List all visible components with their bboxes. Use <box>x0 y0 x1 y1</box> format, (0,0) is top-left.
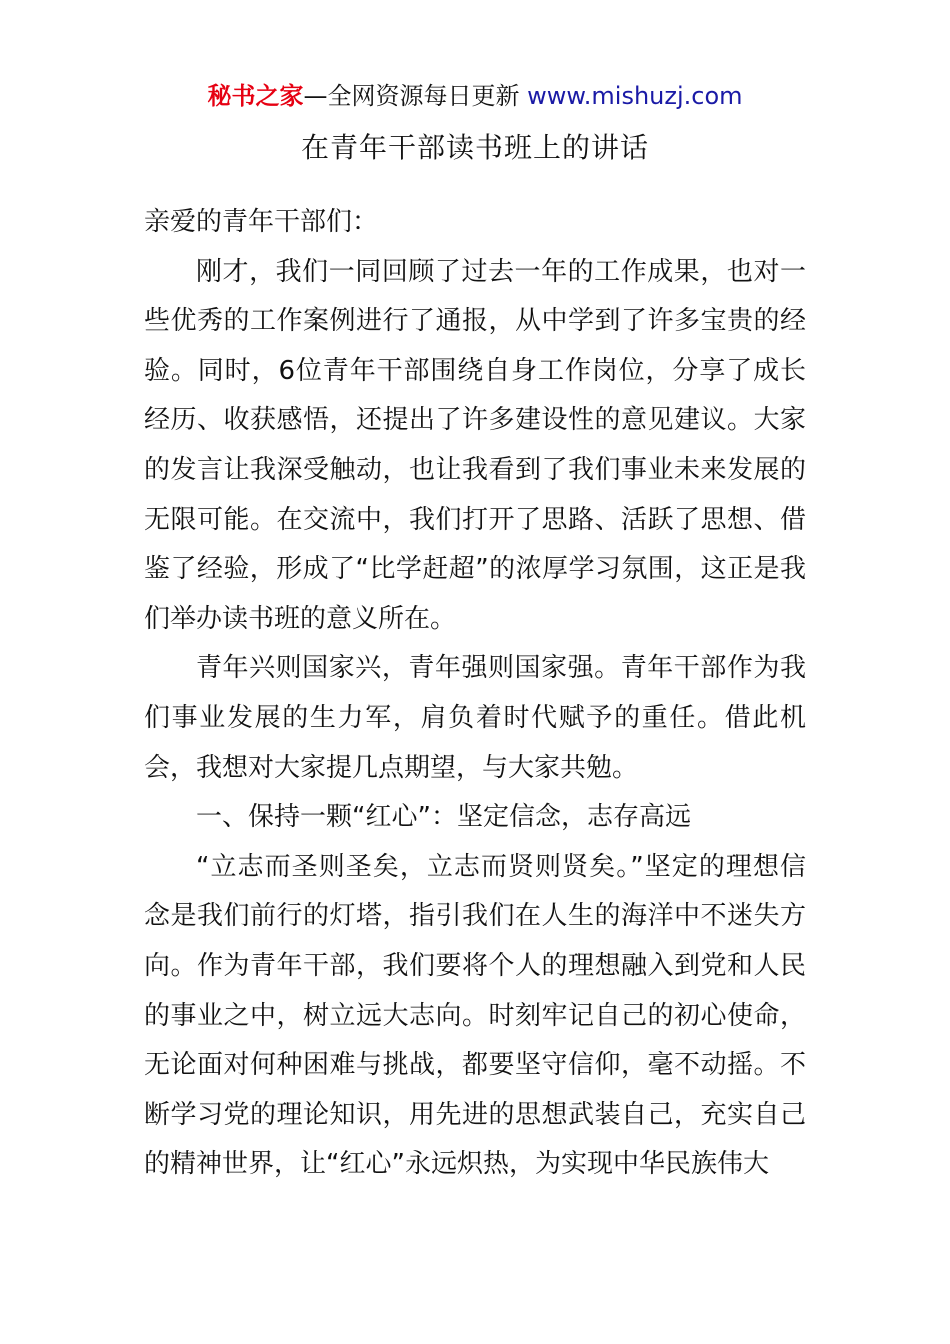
brand-name: 秘书之家 <box>207 82 304 110</box>
salutation: 亲爱的青年干部们： <box>144 207 379 237</box>
site-header <box>0 80 950 112</box>
paragraph-expectations: 青年兴则国家兴，青年强则国家强。青年干部作为我们事业发展的生力军，肩负着时代赋予的重任。借此机会，我想对大家提几点期望，与大家共勉。 <box>144 653 806 783</box>
document-body <box>144 198 806 1190</box>
paragraph-intro: 刚才，我们一同回顾了过去一年的工作成果，也对一些优秀的工作案例进行了通报，从中学到了许多宝贵的经验。同时，6位青年干部围绕自身工作岗位，分享了成长经历、收获感悟，还提出了许多建设性的意见建议。大家的发言让我深受触动，也让我看到了我们事业未来发展的无限可能。在交流中，我们打开了思路、活跃了思想、借鉴了经验，形成了“比学赶超”的浓厚学习氛围，这正是我们举办读书班的意义所在。 <box>144 256 806 634</box>
header-tagline: —全网资源每日更新 <box>303 82 520 110</box>
website-link[interactable]: www.mishuzj.com <box>527 82 743 110</box>
section-1-paragraph: “立志而圣则圣矣，立志而贤则贤矣。”坚定的理想信念是我们前行的灯塔，指引我们在人生的海洋中不迷失方向。作为青年干部，我们要将个人的理想融入到党和人民的事业之中，树立远大志向。时刻牢记自己的初心使命，无论面对何种困难与挑战，都要坚守信仰，毫不动摇。不断学习党的理论知识，用先进的思想武装自己，充实自己的精神世界，让“红心”永远炽热，为实现中华民族伟大 <box>144 851 806 1180</box>
section-heading-1: 一、保持一颗“红心”：坚定信念，志存高远 <box>196 802 691 833</box>
document-title: 在青年干部读书班上的讲话 <box>300 131 649 164</box>
